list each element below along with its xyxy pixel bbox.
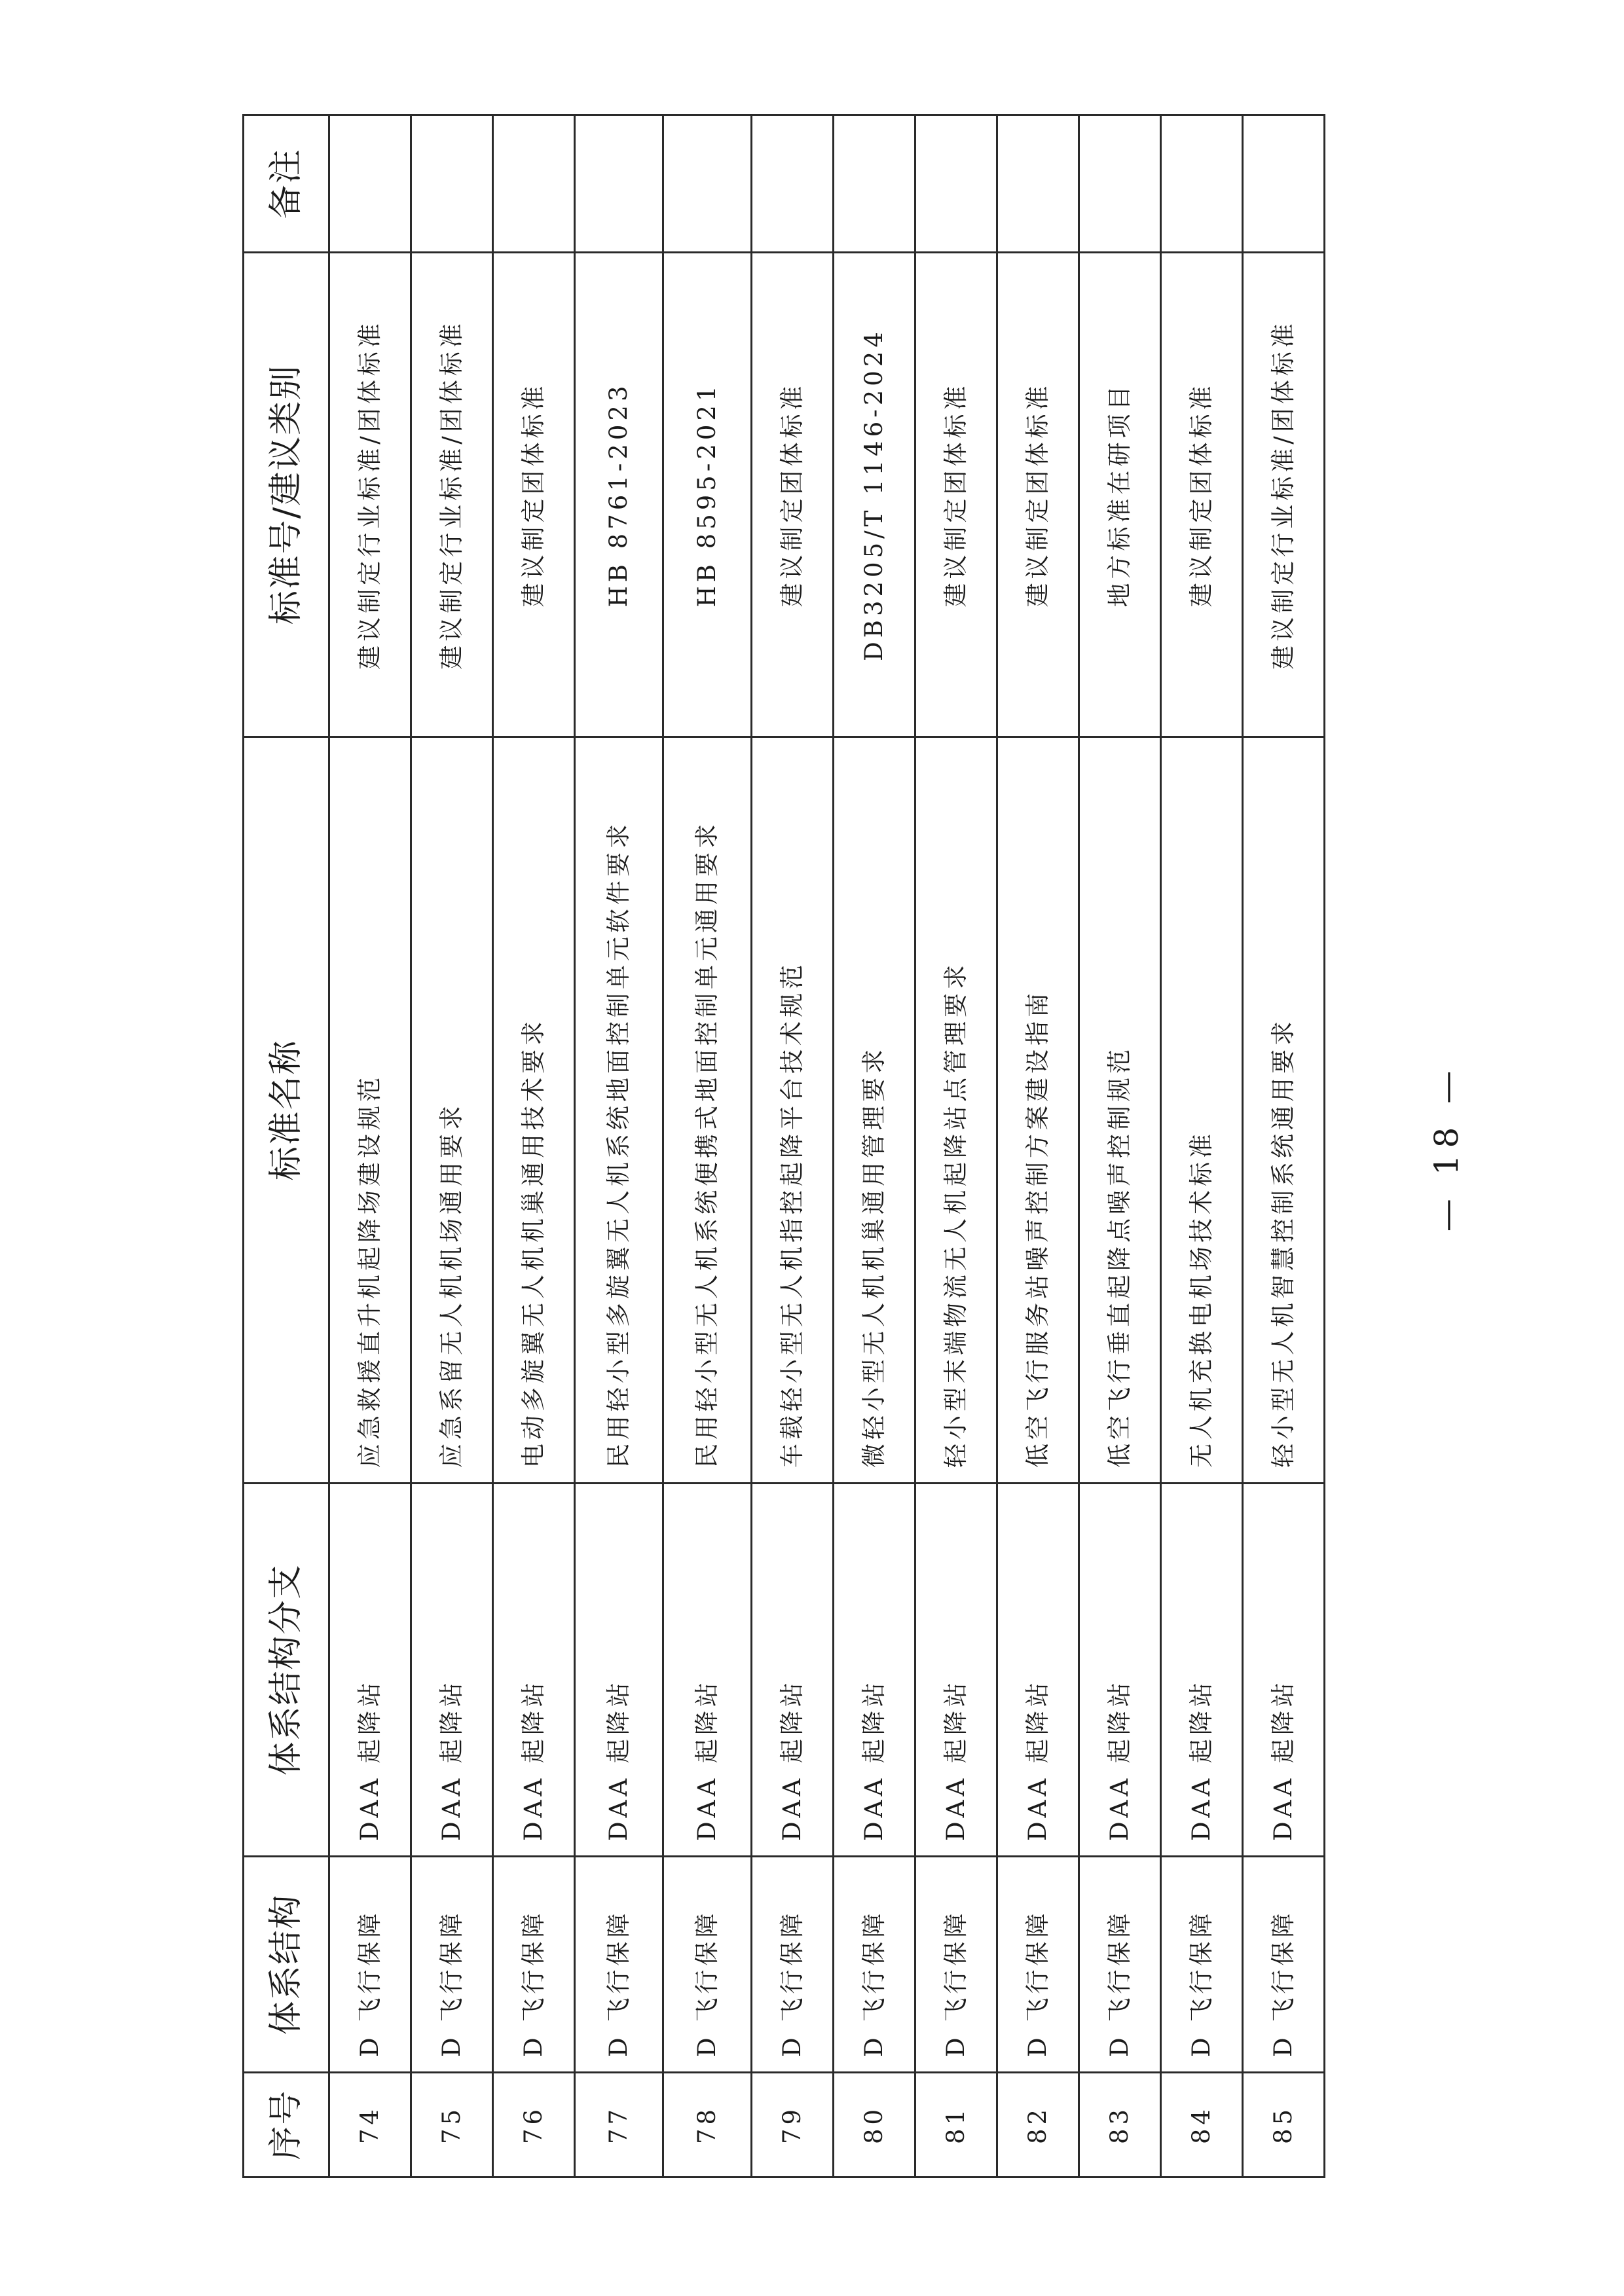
cell-code: DB3205/T 1146-2024 (834, 253, 915, 737)
cell-name: 电动多旋翼无人机机巢通用技术要求 (493, 737, 575, 1484)
cell-branch: DAA 起降站 (575, 1484, 663, 1857)
cell-note (329, 115, 411, 253)
cell-branch: DAA 起降站 (329, 1484, 411, 1857)
cell-no: 75 (411, 2073, 493, 2178)
cell-note (834, 115, 915, 253)
cell-no: 83 (1079, 2073, 1161, 2178)
cell-note (493, 115, 575, 253)
cell-branch: DAA 起降站 (834, 1484, 915, 1857)
cell-no: 78 (663, 2073, 752, 2178)
cell-no: 80 (834, 2073, 915, 2178)
cell-structure: D 飞行保障 (575, 1857, 663, 2073)
cell-code: 建议制定行业标准/团体标准 (1243, 253, 1325, 737)
cell-note (752, 115, 834, 253)
table-row (411, 115, 493, 2178)
cell-no: 84 (1161, 2073, 1243, 2178)
table-row (752, 115, 834, 2178)
header-note: 备注 (244, 115, 329, 253)
cell-code: 建议制定团体标准 (493, 253, 575, 737)
cell-code: 建议制定团体标准 (915, 253, 997, 737)
cell-structure: D 飞行保障 (411, 1857, 493, 2073)
cell-code: 建议制定团体标准 (1161, 253, 1243, 737)
cell-no: 77 (575, 2073, 663, 2178)
cell-branch: DAA 起降站 (915, 1484, 997, 1857)
cell-structure: D 飞行保障 (1079, 1857, 1161, 2073)
header-code: 标准号/建议类别 (244, 253, 329, 737)
cell-name: 轻小型末端物流无人机起降站点管理要求 (915, 737, 997, 1484)
cell-code: 建议制定行业标准/团体标准 (329, 253, 411, 737)
cell-no: 81 (915, 2073, 997, 2178)
cell-structure: D 飞行保障 (915, 1857, 997, 2073)
cell-branch: DAA 起降站 (663, 1484, 752, 1857)
table-row (575, 115, 663, 2178)
cell-structure: D 飞行保障 (329, 1857, 411, 2073)
cell-structure: D 飞行保障 (834, 1857, 915, 2073)
cell-branch: DAA 起降站 (1243, 1484, 1325, 1857)
cell-name: 低空飞行垂直起降点噪声控制规范 (1079, 737, 1161, 1484)
cell-note (663, 115, 752, 253)
table-row (1079, 115, 1161, 2178)
cell-structure: D 飞行保障 (1161, 1857, 1243, 2073)
header-branch: 体系结构分支 (244, 1484, 329, 1857)
cell-no: 76 (493, 2073, 575, 2178)
table-row (997, 115, 1079, 2178)
cell-branch: DAA 起降站 (1079, 1484, 1161, 1857)
cell-structure: D 飞行保障 (493, 1857, 575, 2073)
cell-code: 建议制定团体标准 (752, 253, 834, 737)
cell-structure: D 飞行保障 (663, 1857, 752, 2073)
cell-name: 低空飞行服务站噪声控制方案建设指南 (997, 737, 1079, 1484)
cell-code: 地方标准在研项目 (1079, 253, 1161, 737)
standards-table (242, 114, 1325, 2178)
cell-no: 74 (329, 2073, 411, 2178)
cell-no: 82 (997, 2073, 1079, 2178)
page-number: — 18 — (1428, 1064, 1466, 1232)
table-row (493, 115, 575, 2178)
cell-structure: D 飞行保障 (1243, 1857, 1325, 2073)
cell-name: 应急救援直升机起降场建设规范 (329, 737, 411, 1484)
cell-no: 85 (1243, 2073, 1325, 2178)
cell-note (1079, 115, 1161, 253)
cell-name: 微轻小型无人机机巢通用管理要求 (834, 737, 915, 1484)
cell-note (411, 115, 493, 253)
cell-branch: DAA 起降站 (1161, 1484, 1243, 1857)
cell-structure: D 飞行保障 (752, 1857, 834, 2073)
cell-name: 车载轻小型无人机指控起降平台技术规范 (752, 737, 834, 1484)
cell-code: 建议制定团体标准 (997, 253, 1079, 737)
cell-branch: DAA 起降站 (752, 1484, 834, 1857)
cell-name: 应急系留无人机机场通用要求 (411, 737, 493, 1484)
cell-note (575, 115, 663, 253)
cell-branch: DAA 起降站 (493, 1484, 575, 1857)
table-row (915, 115, 997, 2178)
table-row (1243, 115, 1325, 2178)
table-row (329, 115, 411, 2178)
cell-name: 无人机充换电机场技术标准 (1161, 737, 1243, 1484)
cell-branch: DAA 起降站 (997, 1484, 1079, 1857)
header-structure: 体系结构 (244, 1857, 329, 2073)
header-no: 序号 (244, 2073, 329, 2178)
table-header-row (244, 115, 329, 2178)
cell-note (915, 115, 997, 253)
cell-structure: D 飞行保障 (997, 1857, 1079, 2073)
cell-note (1243, 115, 1325, 253)
cell-name: 民用轻小型多旋翼无人机系统地面控制单元软件要求 (575, 737, 663, 1484)
cell-code: HB 8761-2023 (575, 253, 663, 737)
cell-code: HB 8595-2021 (663, 253, 752, 737)
cell-note (1161, 115, 1243, 253)
table-row (663, 115, 752, 2178)
table-row (1161, 115, 1243, 2178)
cell-no: 79 (752, 2073, 834, 2178)
cell-name: 民用轻小型无人机系统便携式地面控制单元通用要求 (663, 737, 752, 1484)
cell-branch: DAA 起降站 (411, 1484, 493, 1857)
cell-code: 建议制定行业标准/团体标准 (411, 253, 493, 737)
table-row (834, 115, 915, 2178)
cell-name: 轻小型无人机智慧控制系统通用要求 (1243, 737, 1325, 1484)
header-name: 标准名称 (244, 737, 329, 1484)
cell-note (997, 115, 1079, 253)
